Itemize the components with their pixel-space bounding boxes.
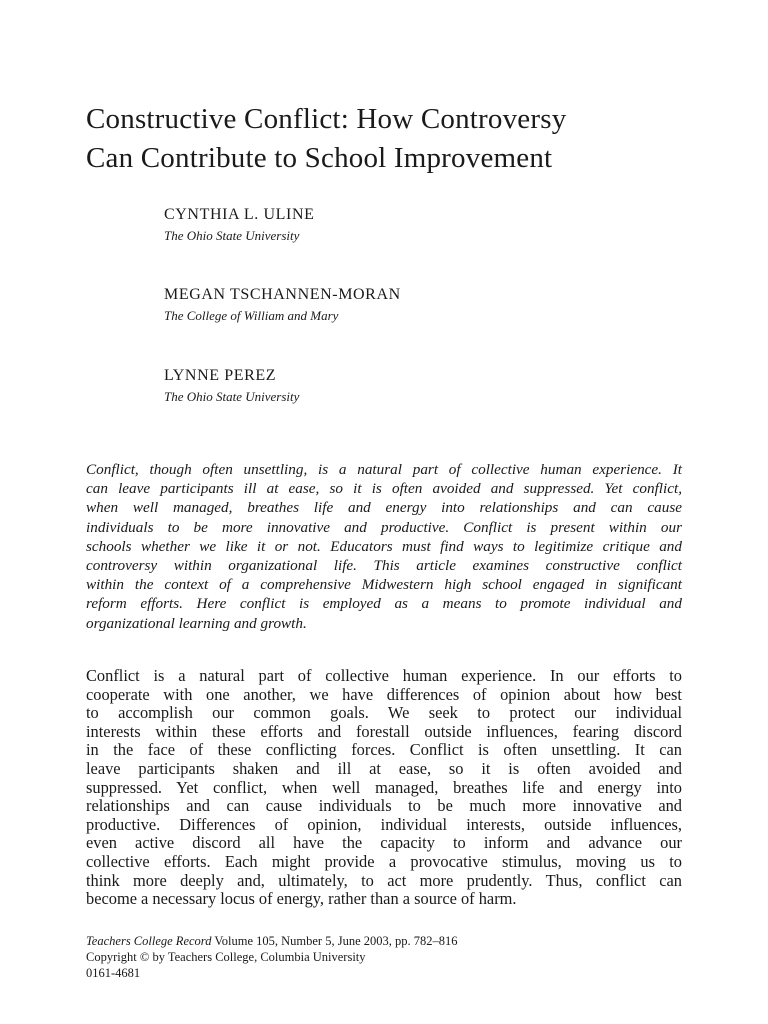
body-line: even active discord all have the capacity to inform and advance our	[86, 833, 682, 853]
body-line: think more deeply and, ultimately, to act more prudently. Thus, conflict can	[86, 870, 682, 890]
body-line: leave participants shaken and ill at ease, so it is often avoided and	[86, 758, 682, 778]
author-affiliation: The College of William and Mary	[164, 308, 339, 323]
article-title	[86, 100, 686, 178]
title-line-2: Can Contribute to School Improvement	[86, 142, 553, 174]
abstract-line: organizational learning and growth.	[86, 614, 307, 632]
abstract-line: Conflict, though often unsettling, is a natural part of collective human experience. It	[86, 461, 682, 478]
abstract-line: controversy within organizational life. This article examines constructive conflict	[86, 557, 682, 575]
author-2	[164, 285, 664, 325]
citation-line	[86, 933, 686, 949]
page-footer	[86, 933, 686, 981]
body-line: relationships and can cause individuals to be much more innovative and	[86, 796, 682, 816]
copyright-line: Copyright © by Teachers College, Columbia University	[86, 950, 366, 964]
author-affiliation: The Ohio State University	[164, 228, 300, 243]
author-1	[164, 205, 664, 245]
author-affiliation: The Ohio State University	[164, 389, 300, 404]
abstract-line: can leave participants ill at ease, so it is often avoided and suppressed. Yet conflict,	[86, 480, 682, 498]
author-name: MEGAN TSCHANNEN-MORAN	[164, 286, 401, 303]
body-line: productive. Differences of opinion, individual interests, outside influences,	[86, 814, 682, 834]
abstract-line: within the context of a comprehensive Midwestern high school engaged in significant	[86, 576, 682, 594]
body-paragraph	[86, 667, 682, 909]
body-line: in the face of these conflicting forces. Conflict is often unsettling. It can	[86, 740, 682, 760]
body-line: cooperate with one another, we have differences of opinion about how best	[86, 684, 682, 704]
author-name: CYNTHIA L. ULINE	[164, 206, 315, 223]
abstract-line: when well managed, breathes life and energy into relationships and can cause	[86, 499, 682, 517]
abstract-line: schools whether we like it or not. Educators must find ways to legitimize critique and	[86, 537, 682, 555]
body-line: collective efforts. Each might provide a provocative stimulus, moving us to	[86, 851, 682, 871]
journal-name: Teachers College Record	[86, 934, 212, 948]
abstract	[86, 460, 682, 633]
body-line: to accomplish our common goals. We seek to protect our individual	[86, 703, 682, 723]
body-line: Conflict is a natural part of collective human experience. In our efforts to	[86, 666, 682, 685]
abstract-line: individuals to be more innovative and productive. Conflict is present within our	[86, 518, 682, 536]
body-line: suppressed. Yet conflict, when well managed, breathes life and energy into	[86, 777, 682, 797]
abstract-line: reform efforts. Here conflict is employed as a means to promote individual and	[86, 595, 682, 613]
issn-line: 0161-4681	[86, 966, 141, 980]
body-line: become a necessary locus of energy, rather than a source of harm.	[86, 889, 517, 909]
author-3	[164, 366, 664, 406]
author-name: LYNNE PEREZ	[164, 367, 277, 384]
citation-details: Volume 105, Number 5, June 2003, pp. 782–816	[211, 934, 458, 948]
title-line-1: Constructive Conflict: How Controversy	[86, 103, 567, 135]
body-line: interests within these efforts and forestall outside influences, fearing discord	[86, 721, 682, 741]
